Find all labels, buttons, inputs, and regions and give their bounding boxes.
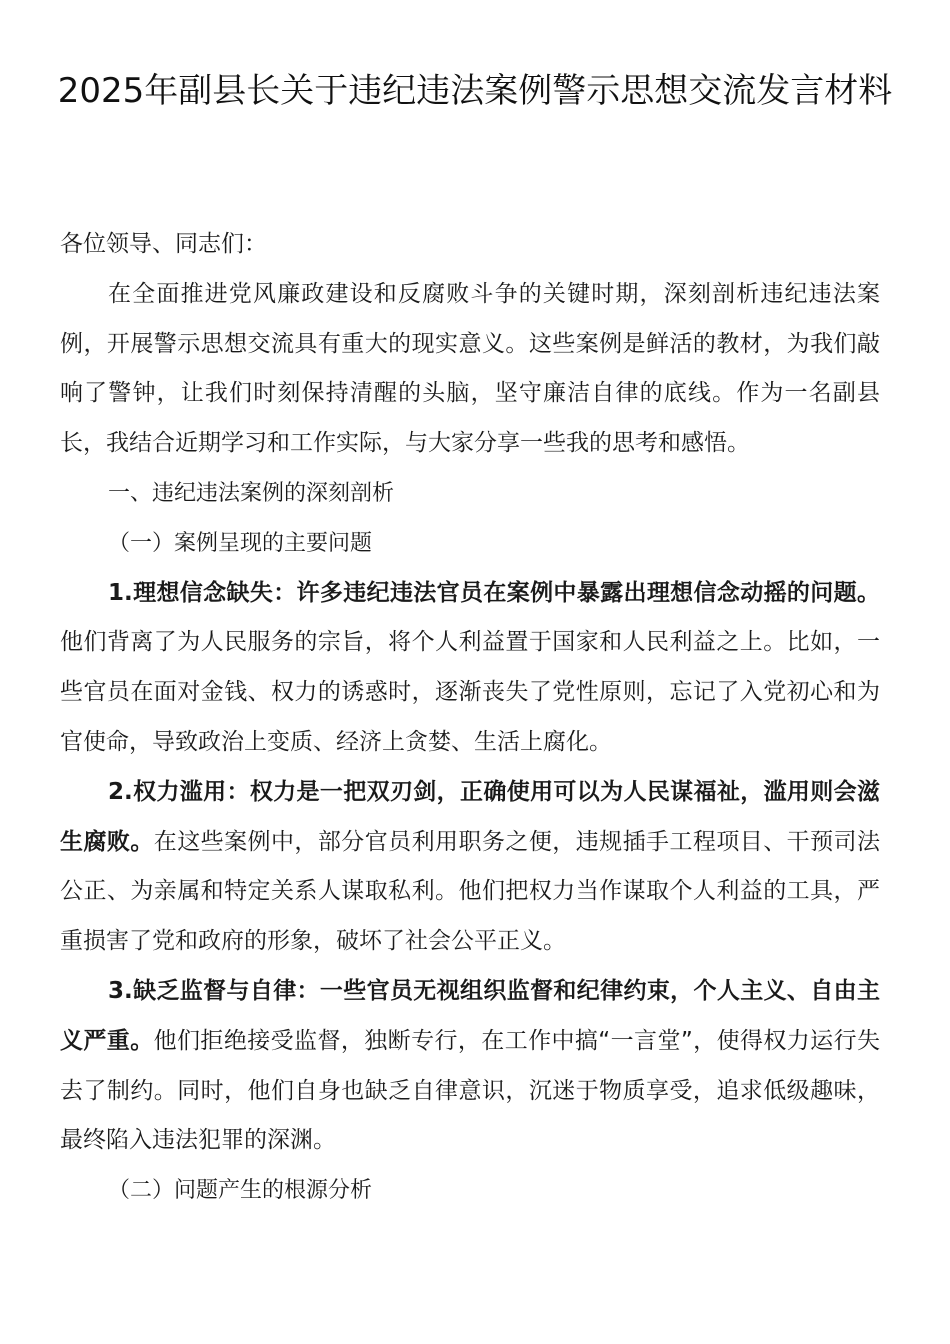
point-body: 在这些案例中，部分官员利用职务之便，违规插手工程项目、干预司法公正、为亲属和特定关系人谋取私利。他们把权力当作谋取个人利益的工具，严重损害了党和政府的形象，破坏了社会公平正义。 — [60, 828, 881, 955]
document-title: 2025年副县长关于违纪违法案例警示思想交流发言材料 — [57, 71, 893, 111]
intro-paragraph: 在全面推进党风廉政建设和反腐败斗争的关键时期，深刻剖析违纪违法案例，开展警示思想交流具有重大的现实意义。这些案例是鲜活的教材，为我们敲响了警钟，让我们时刻保持清醒的头脑，坚守廉洁自律的底线。作为一名副县长，我结合近期学习和工作实际，与大家分享一些我的思考和感悟。 — [60, 280, 880, 457]
section-heading-1: 一、违纪违法案例的深刻剖析 — [108, 480, 395, 506]
point-lead: 3.缺乏监督与自律：一些官员无视组织监督和纪律约束，个人主义、自由主义严重。 — [60, 977, 880, 1054]
subsection-heading-1: （一）案例呈现的主要问题 — [108, 530, 373, 556]
point-paragraph-2 — [60, 768, 880, 967]
point-paragraph-3 — [60, 967, 880, 1166]
point-body: 他们拒绝接受监督，独断专行，在工作中搞“一言堂”，使得权力运行失去了制约。同时，他们自身也缺乏自律意识，沉迷于物质享受，追求低级趣味，最终陷入违法犯罪的深渊。 — [60, 1027, 880, 1154]
salutation: 各位领导、同志们： — [60, 231, 267, 257]
point-lead: 2.权力滥用：权力是一把双刃剑，正确使用可以为人民谋福祉，滥用则会滋生腐败。 — [60, 778, 880, 855]
subsection-heading-2: （二）问题产生的根源分析 — [108, 1178, 373, 1204]
point-body: 他们背离了为人民服务的宗旨，将个人利益置于国家和人民利益之上。比如，一些官员在面对金钱、权力的诱惑时，逐渐丧失了党性原则，忘记了入党初心和为官使命，导致政治上变质、经济上贪婪、生活上腐化。 — [60, 629, 880, 755]
point-lead: 1.理想信念缺失：许多违纪违法官员在案例中暴露出理想信念动摇的问题。 — [108, 579, 880, 606]
point-paragraph-1 — [60, 569, 880, 768]
document-body — [60, 220, 880, 1216]
